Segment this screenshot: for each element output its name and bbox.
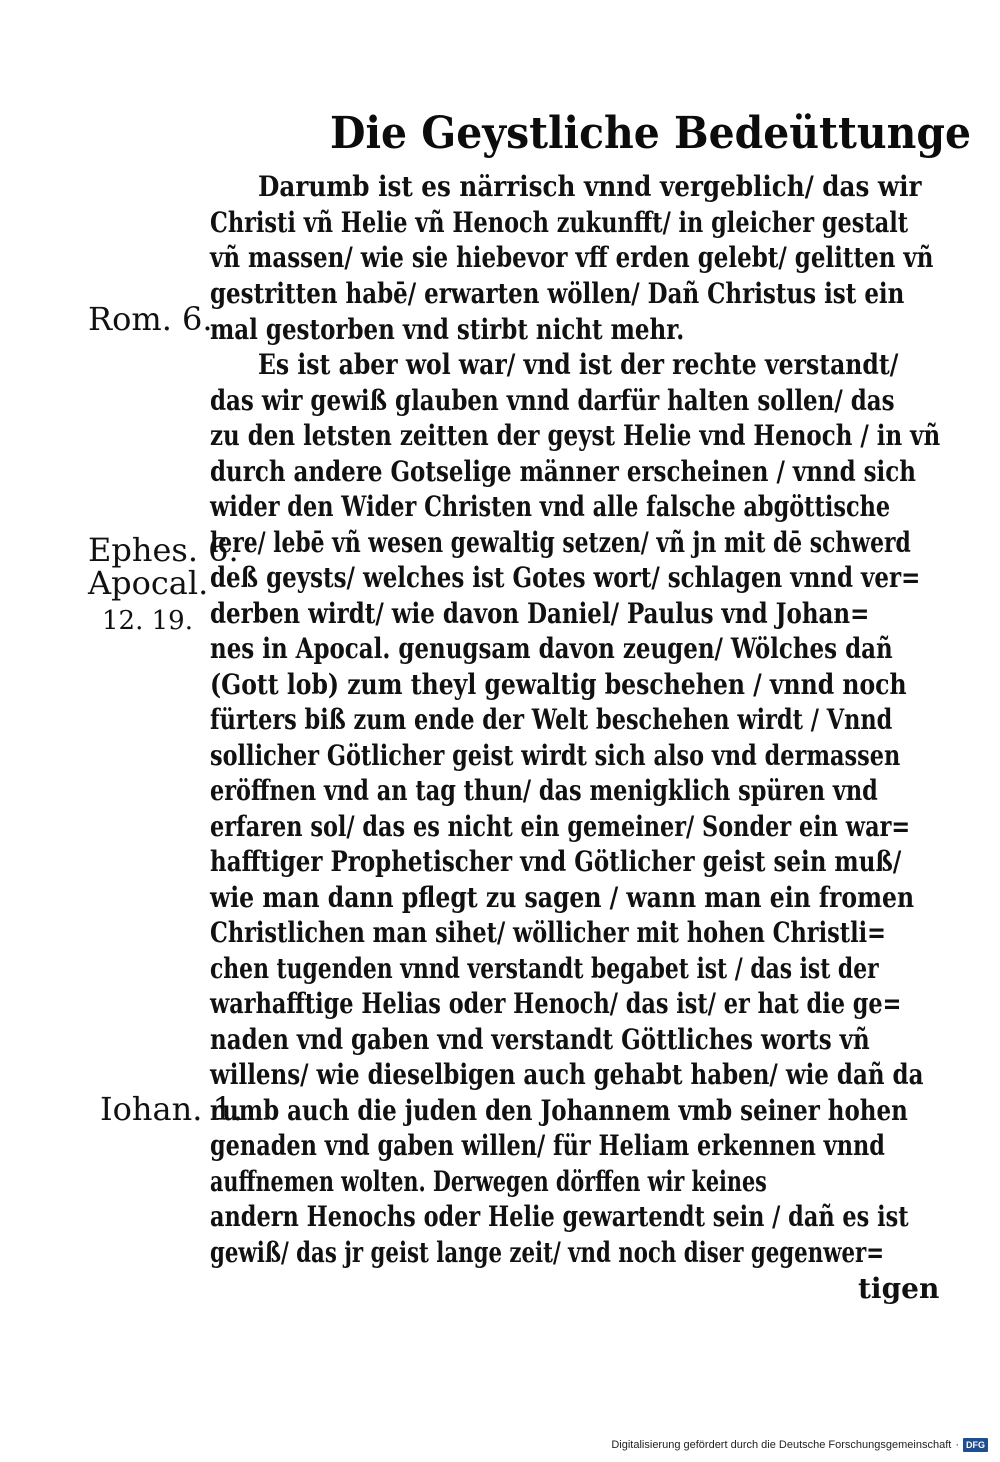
text-line: deß geysts/ welches ist Gotes wort/ schlagen vnnd ver= bbox=[210, 561, 921, 594]
dfg-logo: DFG bbox=[963, 1438, 988, 1452]
text-line: durch andere Gotselige männer erscheinen / vnnd sich bbox=[210, 455, 916, 488]
margin-note-rom: Rom. 6. bbox=[88, 300, 213, 338]
text-line: erfaren sol/ das es nicht ein gemeiner/ Sonder ein war= bbox=[210, 810, 911, 843]
margin-note-apocal: Apocal. bbox=[88, 564, 209, 602]
text-line: fürters biß zum ende der Welt beschehen wirdt / Vnnd bbox=[210, 703, 893, 736]
text-line: mal gestorben vnd stirbt nicht mehr. bbox=[210, 313, 685, 346]
separator-dot: · bbox=[955, 1439, 959, 1451]
text-line: rumb auch die juden den Johannem vmb seiner hohen bbox=[210, 1094, 908, 1127]
text-line: warhafftige Helias oder Henoch/ das ist/ er hat die ge= bbox=[210, 987, 902, 1020]
margin-note-apocal-ref: 12. 19. bbox=[102, 606, 193, 636]
text-line: nes in Apocal. genugsam davon zeugen/ Wölches dañ bbox=[210, 632, 893, 665]
text-line: gestritten habē/ erwarten wöllen/ Dañ Christus ist ein bbox=[210, 277, 905, 310]
text-line: Es ist aber wol war/ vnd ist der rechte verstandt/ bbox=[258, 348, 899, 381]
text-line: zu den letsten zeitten der geyst Helie vnd Henoch / in vñ bbox=[210, 419, 941, 452]
text-line: das wir gewiß glauben vnnd darfür halten sollen/ das bbox=[210, 384, 895, 417]
text-line: vñ massen/ wie sie hiebevor vff erden gelebt/ gelitten vñ bbox=[210, 241, 934, 274]
text-line: eröffnen vnd an tag thun/ das menigklich spüren vnd bbox=[210, 774, 878, 807]
text-line: wie man dann pflegt zu sagen / wann man ein fromen bbox=[210, 881, 915, 914]
margin-note-johan: Iohan. 1. bbox=[100, 1090, 244, 1128]
text-line: hafftiger Prophetischer vnd Götlicher geist sein muß/ bbox=[210, 845, 902, 878]
digitization-credit bbox=[611, 1438, 988, 1452]
text-line: Christi vñ Helie vñ Henoch zukunfft/ in gleicher gestalt bbox=[210, 206, 909, 239]
catchword: tigen bbox=[858, 1272, 940, 1305]
text-line: gewiß/ das jr geist lange zeit/ vnd noch diser gegenwer= bbox=[210, 1236, 885, 1269]
text-line: derben wirdt/ wie davon Daniel/ Paulus vnd Johan= bbox=[210, 597, 870, 630]
text-line: naden vnd gaben vnd verstandt Göttliches worts vñ bbox=[210, 1023, 870, 1056]
text-line: chen tugenden vnnd verstandt begabet ist / das ist der bbox=[210, 952, 879, 985]
text-line: lere/ lebē vñ wesen gewaltig setzen/ vñ jn mit dē schwerd bbox=[210, 526, 911, 559]
text-line: Darumb ist es närrisch vnnd vergeblich/ das wir bbox=[258, 170, 922, 203]
text-line: andern Henochs oder Helie gewartendt sein / dañ es ist bbox=[210, 1200, 909, 1233]
running-head: Die Geystliche Bedeüttunge bbox=[330, 108, 972, 159]
text-line: Christlichen man sihet/ wöllicher mit hohen Christli= bbox=[210, 916, 886, 949]
text-line: sollicher Götlicher geist wirdt sich also vnd dermassen bbox=[210, 739, 901, 772]
text-line: auffnemen wolten. Derwegen dörffen wir keines bbox=[210, 1165, 767, 1198]
credit-text: Digitalisierung gefördert durch die Deutsche Forschungsgemeinschaft bbox=[611, 1439, 952, 1451]
text-line: willens/ wie dieselbigen auch gehabt haben/ wie dañ da bbox=[210, 1058, 924, 1091]
text-line: genaden vnd gaben willen/ für Heliam erkennen vnnd bbox=[210, 1129, 885, 1162]
text-line: wider den Wider Christen vnd alle falsche abgöttische bbox=[210, 490, 891, 523]
text-line: (Gott lob) zum theyl gewaltig beschehen / vnnd noch bbox=[210, 668, 907, 701]
margin-note-ephes: Ephes. 6. bbox=[88, 531, 239, 569]
